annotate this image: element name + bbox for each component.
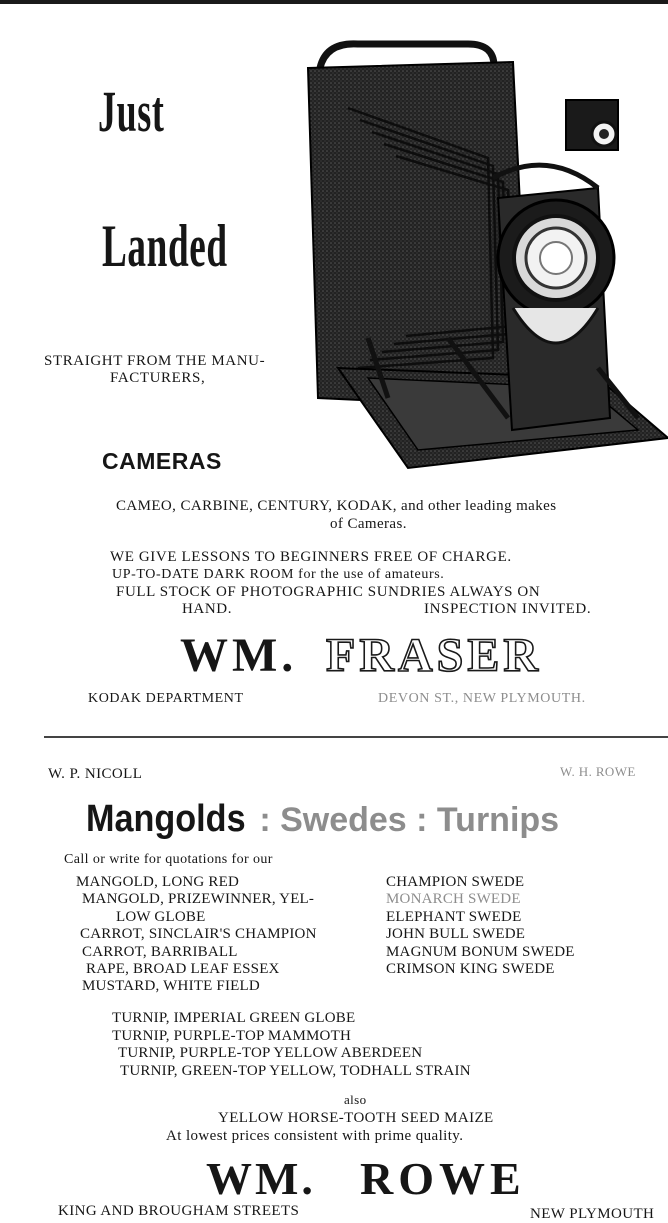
list-item: CHAMPION SWEDE [386, 874, 525, 890]
category-cameras: CAMERAS [102, 448, 222, 474]
name-nicoll: W. P. NICOLL [48, 766, 143, 782]
rowe-town: NEW PLYMOUTH [530, 1206, 655, 1222]
headline-mangolds: Mangolds [86, 798, 246, 840]
list-item: CRIMSON KING SWEDE [386, 961, 555, 978]
subhead-line-1: STRAIGHT FROM THE MANU- [44, 353, 266, 369]
headline-swedes-turnips: : Swedes : Turnips [259, 801, 560, 839]
kodak-department: KODAK DEPARTMENT [88, 691, 244, 706]
list-item: RAPE, BROAD LEAF ESSEX [86, 961, 280, 978]
lessons-line: WE GIVE LESSONS TO BEGINNERS FREE OF CHARGE. [110, 549, 512, 565]
folding-camera-illustration [298, 38, 668, 470]
headline-just: Just [98, 79, 165, 144]
also-text: also [344, 1092, 367, 1107]
list-item: TURNIP, GREEN-TOP YELLOW, TODHALL STRAIN [120, 1062, 471, 1079]
darkroom-line: UP-TO-DATE DARK ROOM for the use of amateurs. [112, 567, 445, 582]
right-product-list [386, 874, 575, 978]
headline-landed: Landed [102, 213, 228, 279]
hand-text: HAND. [182, 601, 233, 617]
maize-line: YELLOW HORSE-TOOTH SEED MAIZE [218, 1110, 494, 1126]
list-item: ELEPHANT SWEDE [386, 908, 522, 925]
merchant-wm-rowe-last: ROWE [360, 1153, 526, 1204]
list-item: TURNIP, IMPERIAL GREEN GLOBE [112, 1010, 356, 1026]
merchant-wm-fraser-first: WM. [180, 629, 298, 682]
list-item: MONARCH SWEDE [386, 891, 521, 908]
fraser-address: DEVON ST., NEW PLYMOUTH. [378, 691, 586, 706]
list-item: TURNIP, PURPLE-TOP YELLOW ABERDEEN [118, 1045, 423, 1062]
list-item: MAGNUM BONUM SWEDE [386, 943, 575, 960]
left-product-list [76, 874, 317, 996]
name-rowe: W. H. ROWE [560, 764, 636, 779]
inspection-text: INSPECTION INVITED. [424, 601, 592, 617]
list-item: TURNIP, PURPLE-TOP MAMMOTH [112, 1027, 351, 1044]
list-item: JOHN BULL SWEDE [386, 926, 526, 943]
list-item: MUSTARD, WHITE FIELD [82, 978, 260, 995]
list-item: LOW GLOBE [116, 908, 206, 925]
ad-divider [44, 736, 668, 738]
prices-line: At lowest prices consistent with prime quality. [166, 1128, 464, 1144]
subhead-line-2: FACTURERS, [110, 370, 206, 386]
quotations-intro: Call or write for quotations for our [64, 852, 273, 867]
turnip-list [112, 1010, 471, 1080]
merchant-wm-rowe-first: WM. [206, 1153, 316, 1204]
list-item: CARROT, SINCLAIR'S CHAMPION [80, 926, 317, 943]
makes-line-2: of Cameras. [330, 516, 407, 532]
seed-headline [86, 798, 559, 841]
rowe-street-address: KING AND BROUGHAM STREETS [58, 1203, 300, 1219]
list-item: CARROT, BARRIBALL [82, 943, 238, 960]
list-item: MANGOLD, PRIZEWINNER, YEL- [82, 891, 315, 908]
top-rule [0, 0, 668, 4]
stock-line: FULL STOCK OF PHOTOGRAPHIC SUNDRIES ALWAYS ON [116, 584, 541, 600]
list-item: MANGOLD, LONG RED [76, 874, 239, 890]
merchant-wm-fraser-last: FRASER [326, 629, 543, 682]
makes-line-1: CAMEO, CARBINE, CENTURY, KODAK, and other leading makes [116, 498, 557, 514]
